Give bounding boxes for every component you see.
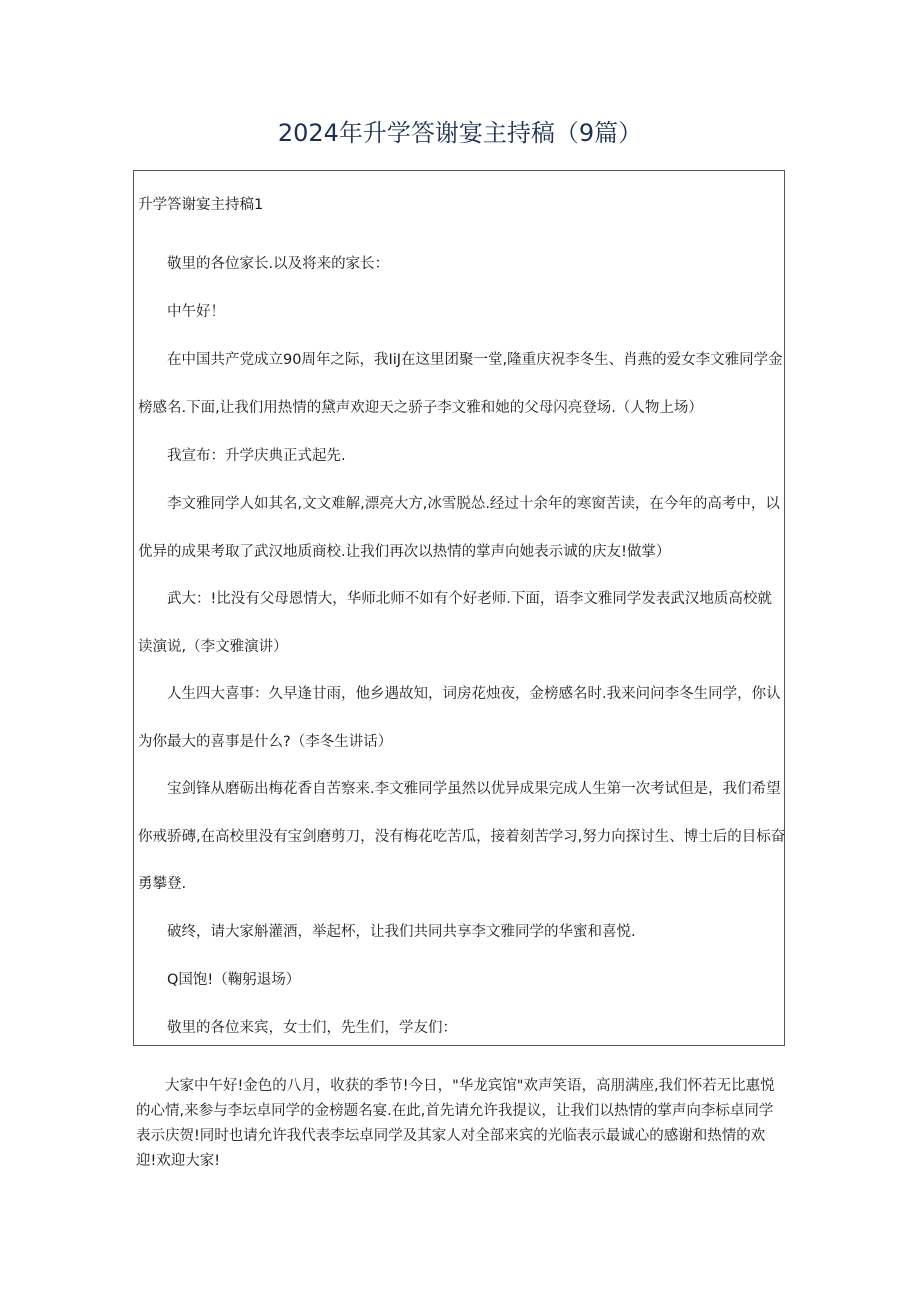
paragraph-line: 你戒骄磚,在高校里没有宝剑磨剪刀，没有梅花吃苦瓜，接着刻苦学习,努力向探讨生、博士后的目标奋 xyxy=(138,828,786,845)
paragraph-line: 李文雅同学人如其名,文文难解,漂亮大方,冰雪脱怂.经过十余年的寒窗苦读，在今年的高考中，以 xyxy=(167,496,780,512)
paragraph-line: 宝剑锋从磨砺出梅花香自苦察来.李文雅同学虽然以优异成果完成人生第一次考试但是，我们希望 xyxy=(167,781,781,797)
paragraph-line: 大家中午好!金色的八月，收获的季节!今日，"华龙宾馆"欢声笑语，高朋满座,我们怀若无比惠悦 xyxy=(165,1078,775,1094)
body-paragraph xyxy=(136,1074,786,1174)
paragraph-line: 迎!欢迎大家! xyxy=(136,1153,221,1169)
paragraph-introduction xyxy=(138,481,778,576)
paragraph-line: 我宣布：升学庆典正式起先. xyxy=(167,448,346,464)
paragraph-toast xyxy=(138,909,778,957)
paragraph-line: 的心情,来参与李坛卓同学的金榜题名宴.在此,首先请允许我提议，让我们以热情的掌声向李标卓同学 xyxy=(136,1103,774,1119)
paragraph-line: 读演说,（李文雅演讲） xyxy=(138,638,288,655)
paragraph-encouragement xyxy=(138,766,786,909)
paragraph-line: 武大：!比没有父母恩情大，华师北师不如有个好老师.下面，语李文雅同学发表武汉地质高校就 xyxy=(167,591,772,607)
paragraph-line: 为你最大的喜事是什么?（李冬生讲话） xyxy=(138,733,393,750)
paragraph-announce xyxy=(138,433,778,481)
paragraph-line: 敬里的各位来宾，女士们，先生们，学友们： xyxy=(167,1020,457,1036)
paragraph-line: 破终，请大家斛灌酒，举起杯，让我们共同共享李文雅同学的华蜜和喜悦. xyxy=(167,924,636,940)
paragraph-greeting xyxy=(138,241,778,289)
paragraph-bow xyxy=(138,957,778,1005)
paragraph-line: 人生四大喜事：久早逢甘雨，他乡遇故知，词房花烛夜，金榜感名时.我来问问李冬生同学，你认 xyxy=(167,686,781,702)
section-heading: 升学答谢宴主持稿1 xyxy=(138,197,264,213)
speech-box xyxy=(133,170,785,1046)
paragraph-celebration xyxy=(138,337,783,432)
paragraph-line: 榜感名.下面,让我们用热情的黛声欢迎天之骄子李文雅和她的父母闪亮登场.（人物上场） xyxy=(138,399,703,416)
paragraph-four-joys xyxy=(138,671,781,766)
paragraph-line: 在中国共产党成立90周年之际，我IiJ在这里团聚一堂,隆重庆祝李冬生、肖燕的爱女李文雅同学金 xyxy=(167,352,783,368)
document-title: 2024年升学答谢宴主持稿（9篇） xyxy=(277,119,643,147)
paragraph-line: 勇攀登. xyxy=(138,876,187,893)
paragraph-guests-greeting xyxy=(138,1005,778,1053)
paragraph-line: 优异的成果考取了武汉地质商校.让我们再次以热情的掌声向她表示诚的庆友!做掌） xyxy=(138,543,671,560)
paragraph-line: Q国饱!（鞠躬退场） xyxy=(167,972,301,988)
paragraph-speech-invite xyxy=(138,576,778,671)
paragraph-good-noon xyxy=(138,289,778,337)
paragraph-line: 敬里的各位家长.以及将来的家长： xyxy=(167,256,390,272)
paragraph-line: 中午好！ xyxy=(167,304,225,320)
paragraph-line: 表示庆贺!同时也请允许我代表李坛卓同学及其家人对全部来宾的光临表示最诚心的感谢和热情的欢 xyxy=(136,1128,766,1144)
